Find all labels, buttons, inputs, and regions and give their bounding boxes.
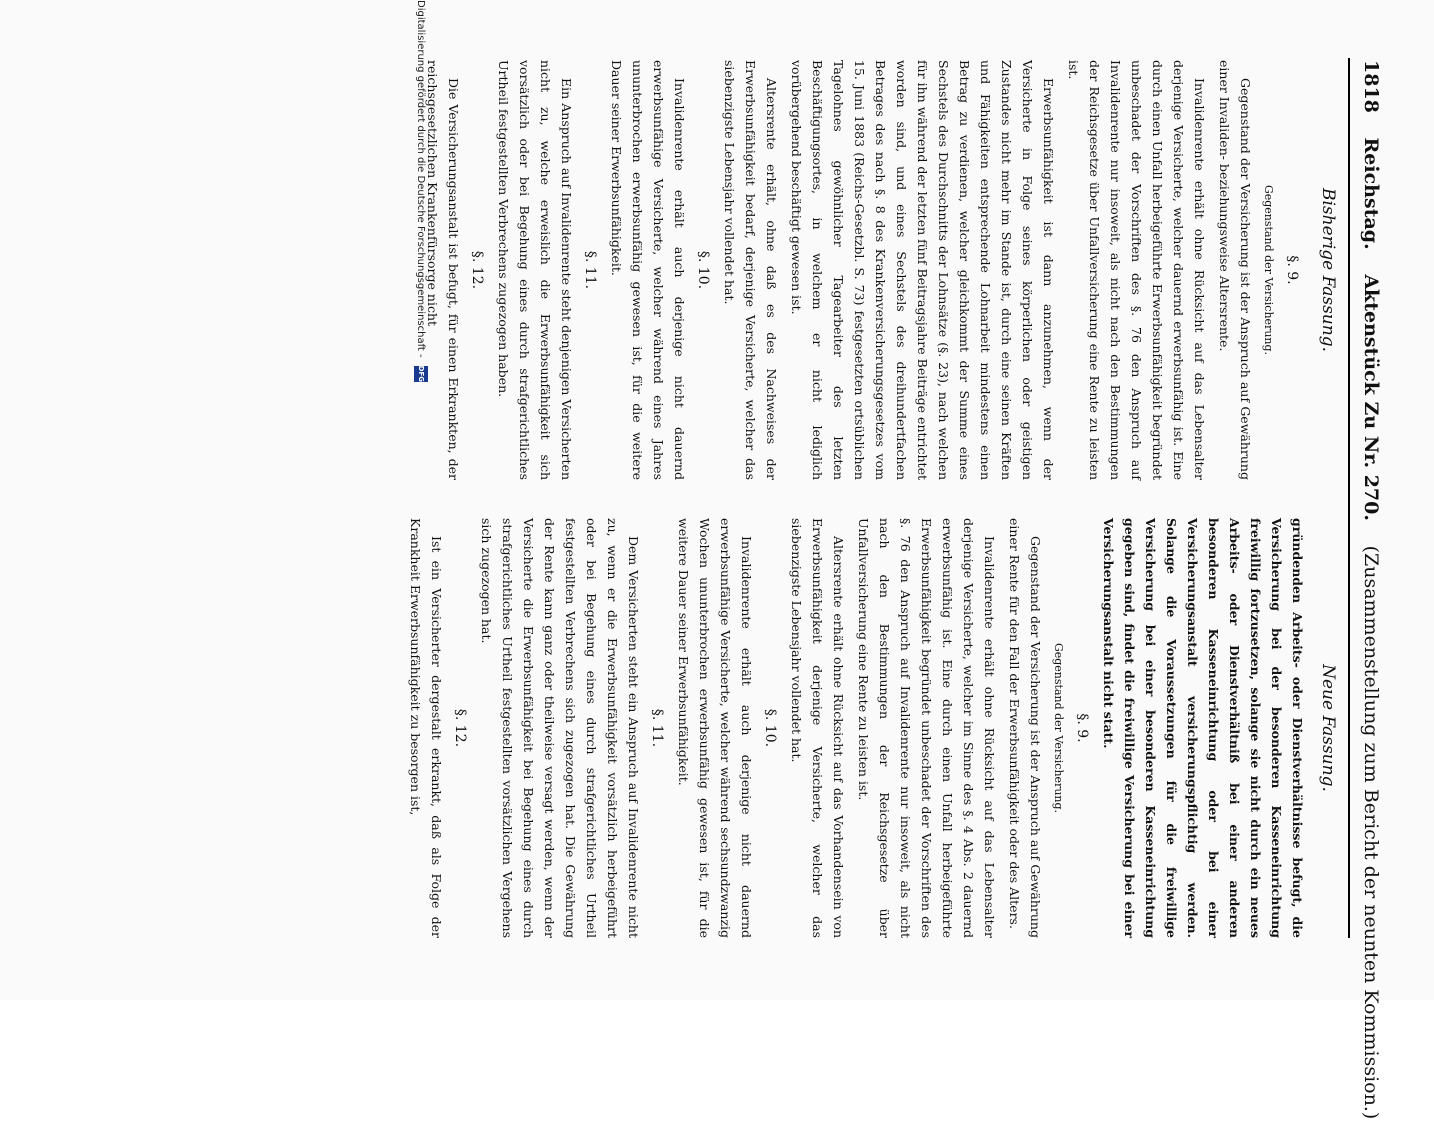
- header-source: Reichstag.: [1360, 137, 1382, 250]
- paragraph: Dem Versicherten steht ein Anspruch auf Invalidenrente nicht zu, wenn er die Erwerbsunfähigkeit vorsätzlich herbeigeführt oder bei Begehung eines durch strafgerichtliches Urtheil festgestellten Verbrechens sich zugezogen hat. Die Gewährung der Rente kann ganz oder theilweise versagt werden, wenn der Versicherte die Erwerbsunfähigkeit bei Begehung eines durch strafgerichtliches Urtheil festgestellten vorsätzlichen Vergehens sich zugezogen hat.: [479, 518, 641, 938]
- digitization-credit: [409, 0, 433, 1000]
- credit-text: Digitalisierung gefördert durch die Deutsche Forschungsgemeinschaft -: [415, 0, 427, 358]
- paragraph: Invalidenrente erhält ohne Rücksicht auf das Lebensalter derjenige Versicherte, welcher im Sinne des §. 4 Abs. 2 dauernd erwerbsunfähig ist. Eine durch einen Unfall herbeigeführte Erwerbsunfähigkeit begründet unbeschadet der Vorschriften des §. 76 den Anspruch auf Invalidenrente nur insoweit, als nicht nach den Bestimmungen der Reichsgesetze über Unfallversicherung eine Rente zu leisten ist.: [856, 518, 997, 938]
- paragraph: Invalidenrente erhält ohne Rücksicht auf das Lebensalter derjenige Versicherte, welcher dauernd erwerbsunfähig ist. Eine durch einen Unfall herbeigeführte Erwerbsunfähigkeit begründet unbeschadet der Vorschriften des §. 76 den Anspruch auf Invalidenrente nur insoweit, als nicht nach den Bestimmungen der Reichsgesetze über Unfallversicherung eine Rente zu leisten ist.: [1066, 60, 1207, 480]
- old-section-9: [719, 60, 1302, 480]
- old-column-heading: Bisherige Fassung.: [1318, 188, 1338, 352]
- header-description: (Zusammenstellung zum Bericht der neunten Kommission.): [1360, 545, 1382, 1120]
- section-number: §. 12.: [452, 708, 468, 748]
- header-document-ref: Aktenstück Zu Nr. 270.: [1360, 274, 1382, 521]
- section-number: §. 11.: [582, 250, 598, 290]
- paragraph: Gegenstand der Versicherung ist der Anspruch auf Gewährung einer Invaliden- beziehungsweise Altersrente.: [1217, 60, 1253, 480]
- new-section-11: [476, 518, 667, 938]
- section-number: §. 11.: [649, 708, 665, 748]
- old-column: [418, 60, 1308, 480]
- new-section-10: [673, 518, 780, 938]
- new-column: [401, 518, 1308, 938]
- paragraph: Gegenstand der Versicherung ist der Anspruch auf Gewährung einer Rente für den Fall der Erwerbsunfähigkeit oder des Alters.: [1007, 518, 1043, 938]
- dfg-logo-icon: DFG: [414, 366, 428, 382]
- paragraph: Invalidenrente erhält auch derjenige nicht dauernd erwerbsunfähige Versicherte, welcher während eines Jahres ununterbrochen erwerbsunfähig gewesen ist, für die weitere Dauer seiner Erwerbsunfähigkeit.: [609, 60, 687, 480]
- paragraph: Invalidenrente erhält auch derjenige nicht dauernd erwerbsunfähige Versicherte, welcher während sechsundzwanzig Wochen ununterbrochen erwerbsunfähig gewesen ist, für die weitere Dauer seiner Erwerbsunfähigkeit.: [676, 518, 754, 938]
- section-subtitle: Gegenstand der Versicherung.: [1052, 642, 1065, 814]
- section-number: §. 10.: [695, 250, 711, 290]
- section-number: §. 9.: [1074, 713, 1090, 743]
- page-number: 1818: [1360, 60, 1382, 113]
- paragraph: Ist ein Versicherter dergestalt erkrankt, daß als Folge der Krankheit Erwerbsunfähigkeit zu besorgen ist,: [408, 518, 444, 938]
- section-number: §. 10.: [762, 708, 778, 748]
- new-section-9: [786, 518, 1092, 938]
- paragraph: Altersrente erhält ohne Rücksicht auf das Vorhandensein von Erwerbsunfähigkeit derjenige Versicherte, welcher das siebenzigste Lebensjahr vollendet hat.: [789, 518, 846, 938]
- paragraph: Die Versicherungsanstalt ist befugt, für einen Erkrankten, der reichsgesetzlichen Krankenfürsorge nicht: [425, 60, 461, 480]
- section-subtitle: Gegenstand der Versicherung.: [1262, 184, 1275, 356]
- new-intro-paragraph: gründenden Arbeits- oder Dienstverhältnisse befugt, die Versicherung bei der besonderen Kasseneinrichtung freiwillig fortzusetzen, solange sie nicht durch ein neues Arbeits- oder Dienstverhältniß bei einer anderen besonderen Kasseneinrichtung oder bei einer Versicherungsanstalt versicherungspflichtig werden. Solange die Voraussetzungen für die freiwillige Versicherung bei einer besonderen Kasseneinrichtung gegeben sind, findet die freiwillige Versicherung bei einer Versicherungsanstalt nicht statt.: [1101, 518, 1305, 938]
- section-number: §. 9.: [1284, 255, 1300, 285]
- paragraph: Ein Anspruch auf Invalidenrente steht denjenigen Versicherten nicht zu, welche erweislich die Erwerbsunfähigkeit sich vorsätzlich oder bei Begehung eines durch strafgerichtliches Urtheil festgestellten Verbrechens zugezogen haben.: [496, 60, 574, 480]
- page-header: [1352, 60, 1382, 1120]
- paragraph: Erwerbsunfähigkeit ist dann anzunehmen, wenn der Versicherte in Folge seines körperlichen oder geistigen Zustandes nicht mehr im Stande ist, durch eine seinen Kräften und Fähigkeiten entsprechende Lohnarbeit mindestens einen Betrag zu verdienen, welcher gleichkommt der Summe eines Sechstels des Durchschnitts der Lohnsätze (§. 23), nach welchen für ihn während der letzten fünf Beitragsjahre Beiträge entrichtet worden sind, und eines Sechstels des dreihundertfachen Betrages des nach §. 8 des Krankenversicherungsgesetzes vom 15. Juni 1883 (Reichs-Gesetzbl. S. 73) festgesetzten ortsüblichen Tagelohnes gewöhnlicher Tagearbeiter des letzten Beschäftigungsortes, in welchem er nicht lediglich vorübergehend beschäftigt gewesen ist.: [789, 60, 1056, 480]
- paragraph: Altersrente erhält, ohne daß es des Nachweises der Erwerbsunfähigkeit bedarf, derjenige Versicherte, welcher das siebenzigste Lebensjahr vollendet hat.: [722, 60, 779, 480]
- header-rule: [1348, 58, 1350, 938]
- new-column-heading: Neue Fassung.: [1318, 664, 1338, 792]
- section-number: §. 12.: [469, 250, 485, 290]
- old-section-10: [606, 60, 713, 480]
- old-section-11: [493, 60, 600, 480]
